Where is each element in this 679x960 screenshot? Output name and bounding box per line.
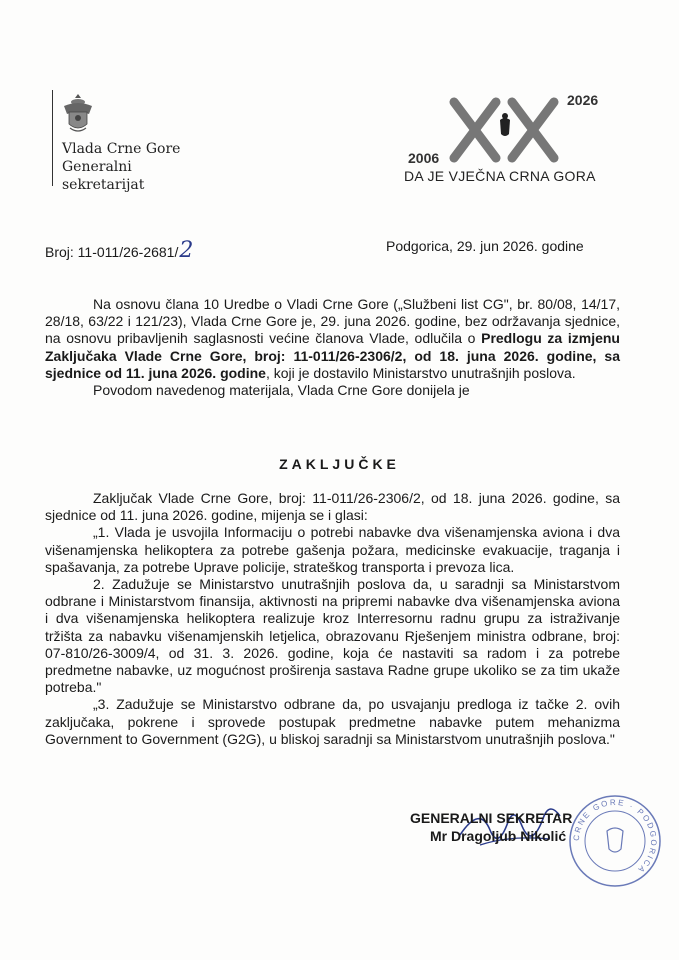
conclusions-body bbox=[45, 490, 620, 748]
org-line: sekretarijat bbox=[62, 177, 145, 193]
document-number bbox=[45, 238, 193, 263]
section-heading: ZAKLJUČKE bbox=[279, 456, 400, 472]
handwritten-number: 2 bbox=[179, 238, 194, 263]
place-and-date: Podgorica, 29. jun 2026. godine bbox=[386, 238, 584, 254]
signatory-name: Mr Dragoljub Nikolić bbox=[430, 828, 567, 844]
paragraph-adoption: Povodom navedenog materijala, Vlada Crne Gore donijela je bbox=[93, 382, 470, 399]
conclusion-item-2: 2. Zadužuje se Ministarstvo unutrašnjih poslova da, u saradnji sa Ministarstvom odbrane i Ministarstvom finansija, aktivnosti na pripremi nabavke dva višenamjenska aviona i dva višenamjenska helikoptera realizuje kroz Interresornu radnu grupu za istraživanje tržišta za nabavku višenamjenskih letjelica, obrazovanu Rješenjem ministra odbrane, broj: 07-810/26-3009/4, od 31. 3. 2026. godine, koja će nastaviti sa radom i za potrebe predmetne nabavke, uz mogućnost proširenja sastava Radne grupe ukoliko se za tim ukaže potreba." bbox=[45, 576, 620, 696]
seal-text: CRNE GORE · PODGORICA bbox=[571, 797, 659, 876]
paragraph-text: Na osnovu člana 10 Uredbe o Vladi Crne Gore („Službeni list CG", br. 80/08, 14/17, 28/18, 63/22 i 121/23), Vlada Crne Gore je, 29. juna 2026. godine, bez održavanja sjednice, na osnovu pribavljenih saglasnosti većine članova Vlade, odlučila o bbox=[45, 296, 620, 347]
coat-of-arms-icon bbox=[60, 92, 96, 136]
header-divider bbox=[52, 90, 53, 186]
org-line: Vlada Crne Gore bbox=[62, 141, 181, 157]
paragraph-text: , koji je dostavilo Ministarstvo unutrašnjih poslova. bbox=[265, 364, 576, 381]
document-number-label: Broj: 11-011/26-2681/ bbox=[45, 244, 179, 260]
conclusion-item-1: „1. Vlada je usvojila Informaciju o potrebi nabavke dva višenamjenska aviona i dva višenamjenska helikoptera za potrebe gašenja požara, medicinske evakuacije, traganja i spašavanja, za potrebe Uprave policije, strateškog transporta i prevoza lica. bbox=[45, 524, 620, 575]
conclusions-intro: Zaključak Vlade Crne Gore, broj: 11-011/26-2306/2, od 18. juna 2026. godine, sa sjednice od 11. juna 2026. godine, mijenja se i glasi: bbox=[45, 490, 620, 524]
jubilee-start-year: 2006 bbox=[408, 150, 440, 166]
svg-text:CRNE GORE · PODGORICA bbox=[572, 798, 658, 875]
signatory-title: GENERALNI SEKRETAR bbox=[410, 810, 573, 826]
issuing-organization bbox=[62, 140, 180, 194]
org-line: Generalni bbox=[62, 159, 132, 175]
paragraph-legal-basis bbox=[45, 296, 620, 399]
conclusion-item-3: „3. Zadužuje se Ministarstvo odbrane da, po usvajanju predloga iz tačke 2. ovih zaključaka, pokrene i sprovede postupak predmetne nabavke putem mehanizma Government to Government (G2G), u bliskoj saradnji sa Ministarstvom unutrašnjih poslova." bbox=[45, 696, 620, 747]
official-seal-stamp bbox=[567, 793, 663, 889]
jubilee-motto: DA JE VJEČNA CRNA GORA bbox=[404, 168, 596, 184]
proposal-title: Predlogu za izmjenu Zaključaka Vlade Crne Gore, broj: 11-011/26-2306/2, od 18. juna 2026. godine, sa sjednice od 11. juna 2026. godine bbox=[45, 330, 620, 381]
jubilee-end-year: 2026 bbox=[567, 92, 599, 108]
